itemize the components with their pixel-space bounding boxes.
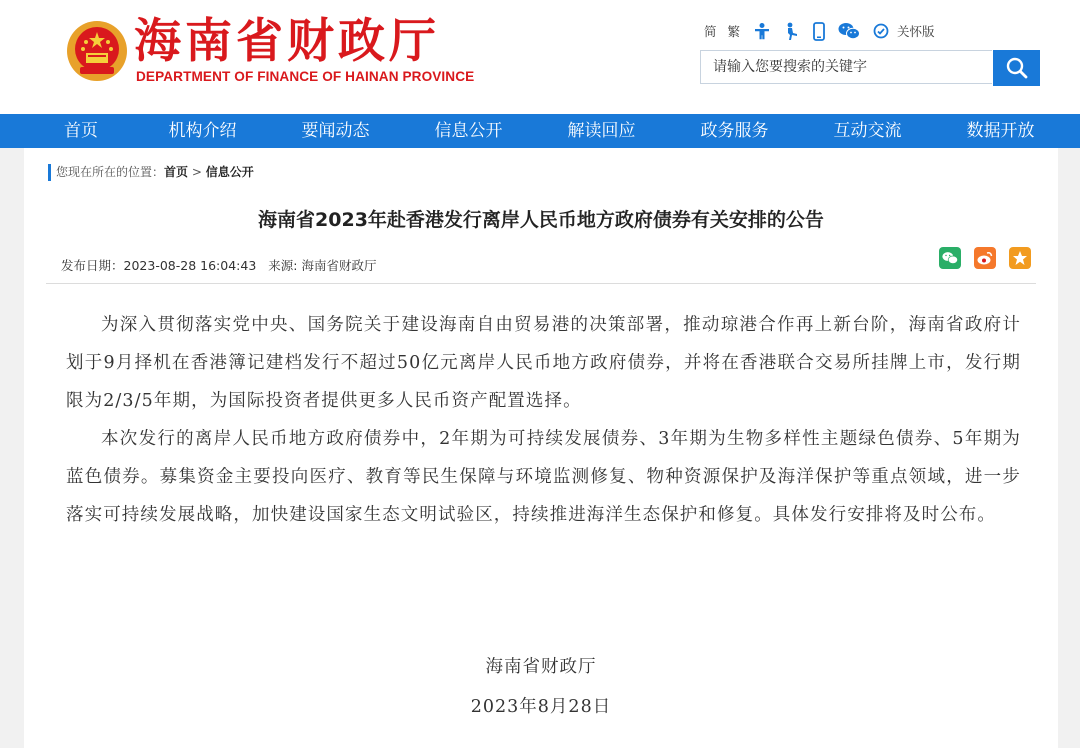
share-weibo-button[interactable] — [974, 247, 996, 269]
nav-item-interpretation[interactable]: 解读回应 — [567, 121, 636, 141]
simplified-chinese-link[interactable]: 简 — [704, 24, 717, 39]
source-value: 海南省财政厅 — [301, 258, 377, 273]
publish-date: 2023-08-28 16:04:43 — [123, 258, 257, 273]
nav-item-about[interactable]: 机构介绍 — [168, 121, 237, 141]
care-mode-link[interactable]: 关怀版 — [897, 24, 935, 39]
site-header — [0, 0, 1080, 114]
main-nav — [0, 114, 1080, 148]
weibo-icon — [977, 251, 993, 265]
search-button[interactable] — [993, 50, 1040, 86]
care-mode-icon[interactable] — [873, 23, 889, 39]
nav-item-home[interactable]: 首页 — [64, 121, 98, 141]
wechat-icon — [942, 251, 958, 265]
site-search — [700, 50, 1040, 86]
nav-item-news[interactable]: 要闻动态 — [301, 121, 370, 141]
title-divider — [46, 283, 1036, 284]
wechat-icon[interactable] — [838, 22, 860, 40]
source-label: 来源: — [268, 258, 302, 273]
nav-item-disclosure[interactable]: 信息公开 — [434, 121, 503, 141]
search-input[interactable] — [700, 50, 992, 84]
breadcrumb-separator: > — [188, 165, 206, 179]
article-title: 海南省2023年赴香港发行离岸人民币地方政府债券有关安排的公告 — [258, 209, 824, 231]
article-sign-date: 2023年8月28日 — [470, 697, 612, 717]
breadcrumb-prefix: 您现在所在的位置： — [56, 165, 165, 179]
site-logo-subtitle: DEPARTMENT OF FINANCE OF HAINAN PROVINCE — [136, 69, 475, 84]
nav-item-services[interactable]: 政务服务 — [700, 121, 769, 141]
publish-date-label: 发布日期： — [61, 258, 124, 273]
accessibility-icon[interactable] — [753, 22, 771, 40]
article-meta — [61, 256, 388, 274]
traditional-chinese-link[interactable]: 繁 — [727, 24, 741, 39]
article-paragraph: 本次发行的离岸人民币地方政府债券中，2年期为可持续发展债券、3年期为生物多样性主题绿色债券、5年期为蓝色债券。募集资金主要投向医疗、教育等民生保障与环境监测修复、物种资源保护及海洋保护等重点领域，进一步落实可持续发展战略，加快建设国家生态文明试验区，持续推进海洋生态保护和修复。具体发行安排将及时公布。 — [66, 429, 1021, 525]
share-wechat-button[interactable] — [939, 247, 961, 269]
site-logo-title[interactable]: 海南省财政厅 — [134, 14, 440, 69]
article-paragraph: 为深入贯彻落实党中央、国务院关于建设海南自由贸易港的决策部署，推动琼港合作再上新台阶，海南省政府计划于9月择机在香港簿记建档发行不超过50亿元离岸人民币地方政府债券，并将在香港联合交易所挂牌上市，发行期限为2/3/5年期，为国际投资者提供更多人民币资产配置选择。 — [66, 315, 1021, 411]
search-icon — [1005, 56, 1029, 80]
nav-item-interaction[interactable]: 互动交流 — [833, 121, 902, 141]
elderly-mode-icon[interactable] — [784, 22, 800, 40]
breadcrumb — [48, 164, 254, 181]
national-emblem-icon — [66, 20, 128, 82]
article-page — [24, 148, 1058, 748]
header-tools — [704, 20, 935, 42]
article-signature: 海南省财政厅 — [485, 657, 597, 677]
breadcrumb-current[interactable]: 信息公开 — [205, 165, 254, 179]
favorite-button[interactable] — [1009, 247, 1031, 269]
article-body — [66, 306, 1021, 534]
mobile-phone-icon[interactable] — [813, 22, 825, 41]
breadcrumb-home[interactable]: 首页 — [164, 165, 189, 179]
star-icon — [1012, 250, 1028, 266]
nav-item-open-data[interactable]: 数据开放 — [966, 121, 1035, 141]
